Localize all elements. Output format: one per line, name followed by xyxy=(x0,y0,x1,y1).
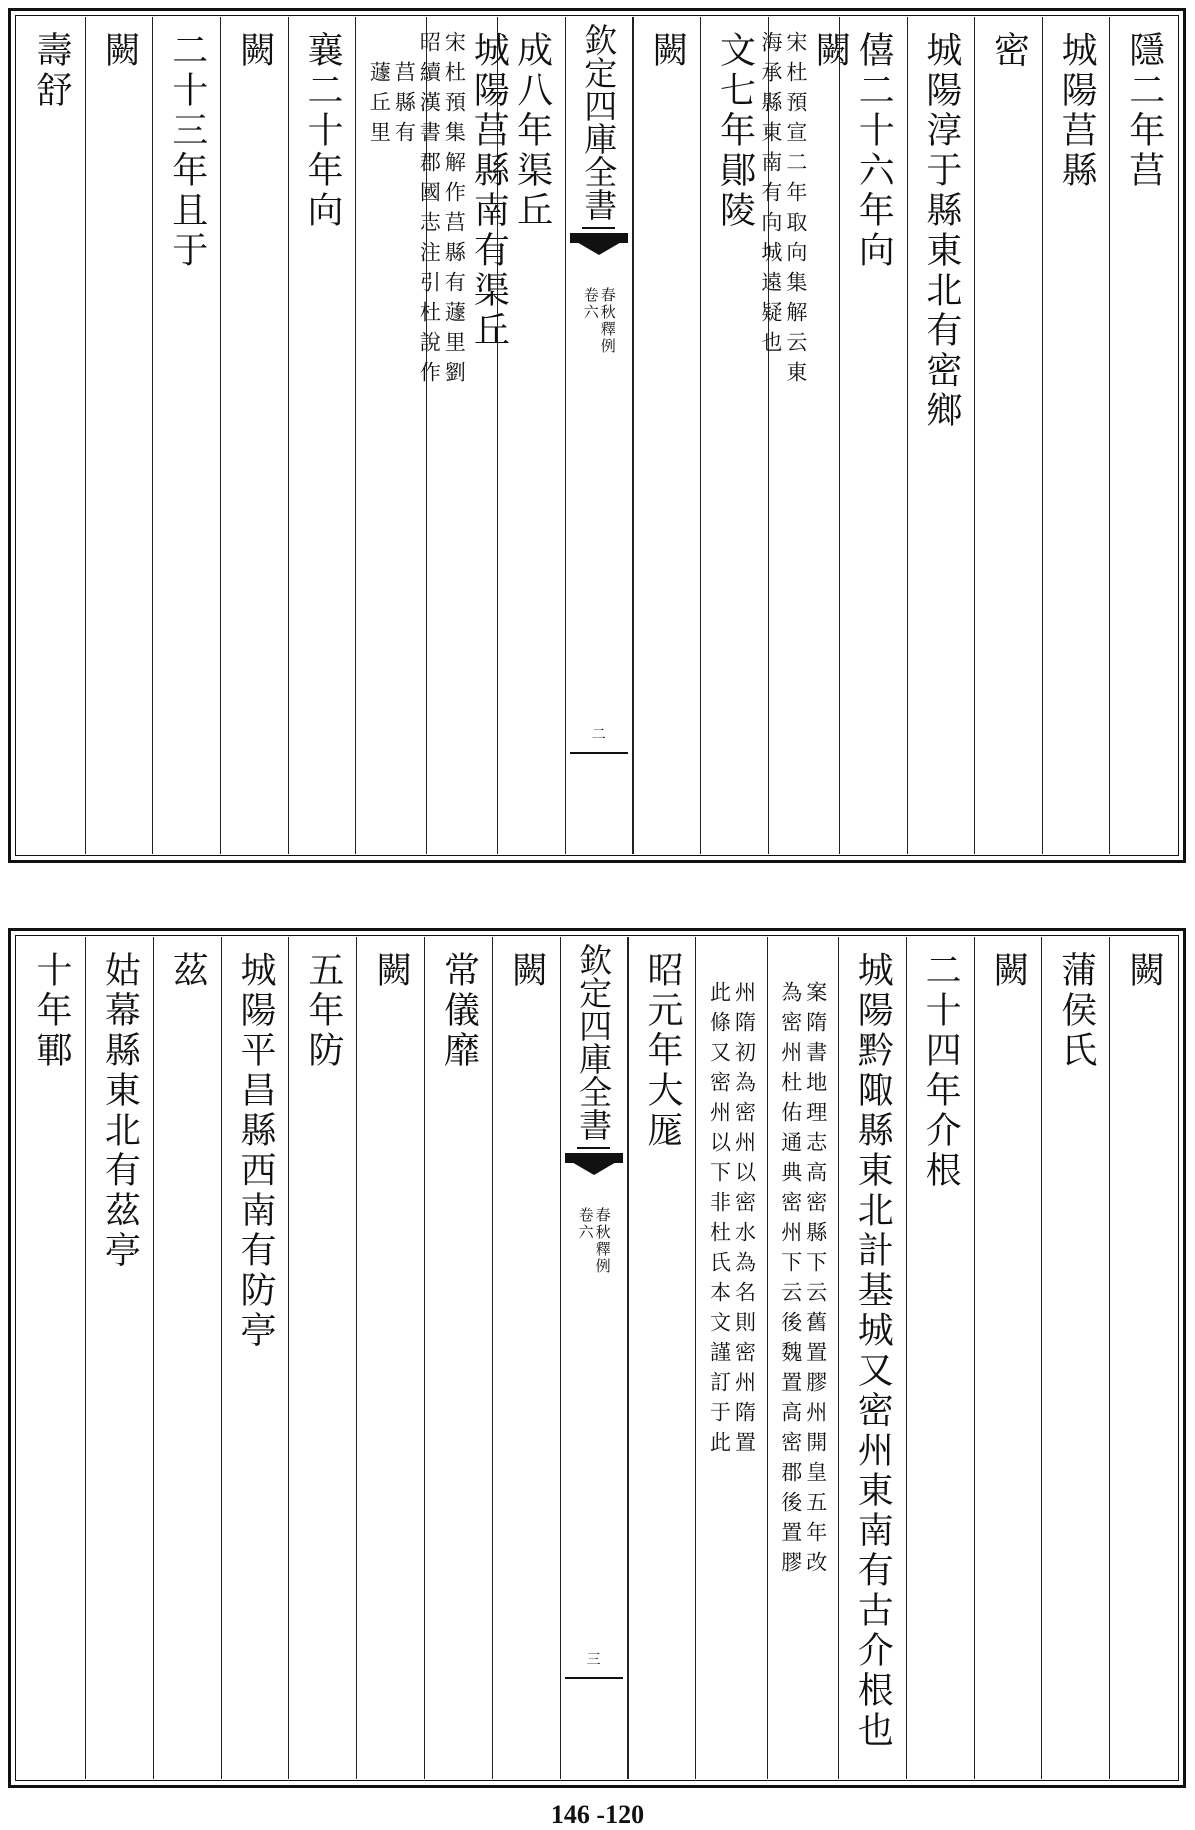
text-column xyxy=(1041,937,1109,1779)
upper-leaf-columns xyxy=(17,17,1177,854)
main-text: 五年防 xyxy=(302,951,344,1071)
commentary-line: 海承縣東南有向城遠疑也 xyxy=(758,31,783,361)
main-text: 闕 xyxy=(987,951,1029,991)
text-column xyxy=(288,937,356,1779)
text-column xyxy=(906,937,974,1779)
main-text: 二十四年介根 xyxy=(920,951,962,1191)
commentary xyxy=(367,61,417,151)
text-column xyxy=(356,937,424,1779)
folio-rule xyxy=(565,1677,623,1679)
text-column xyxy=(492,937,560,1779)
main-text: 闕 xyxy=(506,951,548,991)
text-column xyxy=(838,937,906,1779)
text-column xyxy=(758,17,851,854)
main-text: 襄二十年向 xyxy=(302,31,344,231)
book-title: 欽定四庫全書 xyxy=(582,23,615,229)
main-text: 闕 xyxy=(370,951,412,991)
text-column xyxy=(85,17,153,854)
text-column xyxy=(288,17,356,854)
text-column xyxy=(974,17,1042,854)
main-text: 闕 xyxy=(646,31,688,71)
commentary-line: 為密州杜佑通典密州下云後魏置高密郡後置膠 xyxy=(778,981,803,1581)
fish-tail-mark xyxy=(566,231,632,257)
main-text: 隱二年莒 xyxy=(1123,31,1165,191)
text-column xyxy=(1109,937,1177,1779)
lower-leaf xyxy=(8,928,1186,1788)
page-number: 146 -120 xyxy=(550,1800,645,1829)
commentary-line: 蘧丘里 xyxy=(367,61,392,151)
text-column xyxy=(417,17,510,854)
text-column xyxy=(17,937,85,1779)
commentary-line: 案隋書地理志高密縣下云舊置膠州開皇五年改 xyxy=(803,981,828,1581)
main-text: 姑幕縣東北有茲亭 xyxy=(99,951,141,1271)
text-column xyxy=(695,937,766,1779)
text-column xyxy=(907,17,975,854)
text-column xyxy=(153,937,221,1779)
center-fold-column xyxy=(565,17,633,854)
chapter-label xyxy=(578,1207,610,1275)
text-column xyxy=(628,937,696,1779)
commentary-line: 昭續漢書郡國志注引杜說作 xyxy=(417,31,442,391)
commentary-line: 州隋初為密州以密水為名則密州隋置 xyxy=(732,981,757,1461)
chapter-label-line: 春秋釋例 xyxy=(593,1207,612,1275)
text-column xyxy=(85,937,153,1779)
main-text: 昭元年大厖 xyxy=(642,951,683,1151)
text-column xyxy=(767,937,838,1779)
lower-leaf-columns xyxy=(17,937,1177,1779)
text-column xyxy=(424,937,492,1779)
chapter-label-line: 春秋釋例 xyxy=(598,287,617,355)
main-text: 闕 xyxy=(99,31,141,71)
main-text: 密 xyxy=(988,31,1030,71)
folio-number: 二 xyxy=(591,727,606,743)
main-text: 城陽莒縣南有渠丘 xyxy=(468,31,510,351)
main-text: 城陽平昌縣西南有防亭 xyxy=(235,951,277,1351)
folio-rule xyxy=(570,752,628,754)
text-column xyxy=(974,937,1042,1779)
fish-tail-mark xyxy=(561,1151,627,1177)
main-text: 二十三年且于 xyxy=(166,31,208,271)
text-column xyxy=(1042,17,1110,854)
chapter-label-line: 卷六 xyxy=(576,1207,595,1241)
center-fold-column xyxy=(560,937,628,1779)
main-text: 闕 xyxy=(234,31,276,71)
main-text: 文七年鄖陵 xyxy=(714,31,756,231)
main-text: 城陽莒縣 xyxy=(1056,31,1098,191)
upper-leaf xyxy=(8,8,1186,863)
folio-number: 三 xyxy=(586,1652,601,1668)
text-column xyxy=(152,17,220,854)
main-text: 城陽淳于縣東北有密鄉 xyxy=(920,31,962,431)
commentary xyxy=(780,981,826,1581)
main-text: 成八年渠丘 xyxy=(511,31,553,231)
main-text: 僖二十六年向 xyxy=(853,31,895,271)
text-column xyxy=(1109,17,1177,854)
text-column xyxy=(700,17,768,854)
main-text: 闕 xyxy=(1123,951,1165,991)
commentary-line: 莒縣有 xyxy=(392,61,417,151)
text-column xyxy=(633,17,701,854)
commentary xyxy=(709,981,755,1461)
main-text: 闕 xyxy=(809,31,851,71)
text-column xyxy=(17,17,85,854)
chapter-label-line: 卷六 xyxy=(581,287,600,321)
commentary-line: 宋杜預集解作莒縣有蘧里劉 xyxy=(442,31,467,391)
commentary-line: 此條又密州以下非杜氏本文謹訂于此 xyxy=(707,981,732,1461)
main-text: 常儀靡 xyxy=(438,951,480,1071)
main-text: 壽舒 xyxy=(31,31,73,111)
main-text: 蒲侯氏 xyxy=(1055,951,1097,1071)
commentary-line: 宋杜預宣二年取向集解云東 xyxy=(783,31,808,391)
text-column xyxy=(355,17,426,854)
main-text: 茲 xyxy=(167,951,209,991)
main-text: 十年鄆 xyxy=(31,951,73,1071)
main-text: 城陽黔陬縣東北計基城又密州東南有古介根也 xyxy=(852,951,894,1751)
text-column xyxy=(220,17,288,854)
text-column xyxy=(221,937,289,1779)
book-title: 欽定四庫全書 xyxy=(577,943,610,1149)
text-column xyxy=(839,17,907,854)
chapter-label xyxy=(583,287,615,355)
